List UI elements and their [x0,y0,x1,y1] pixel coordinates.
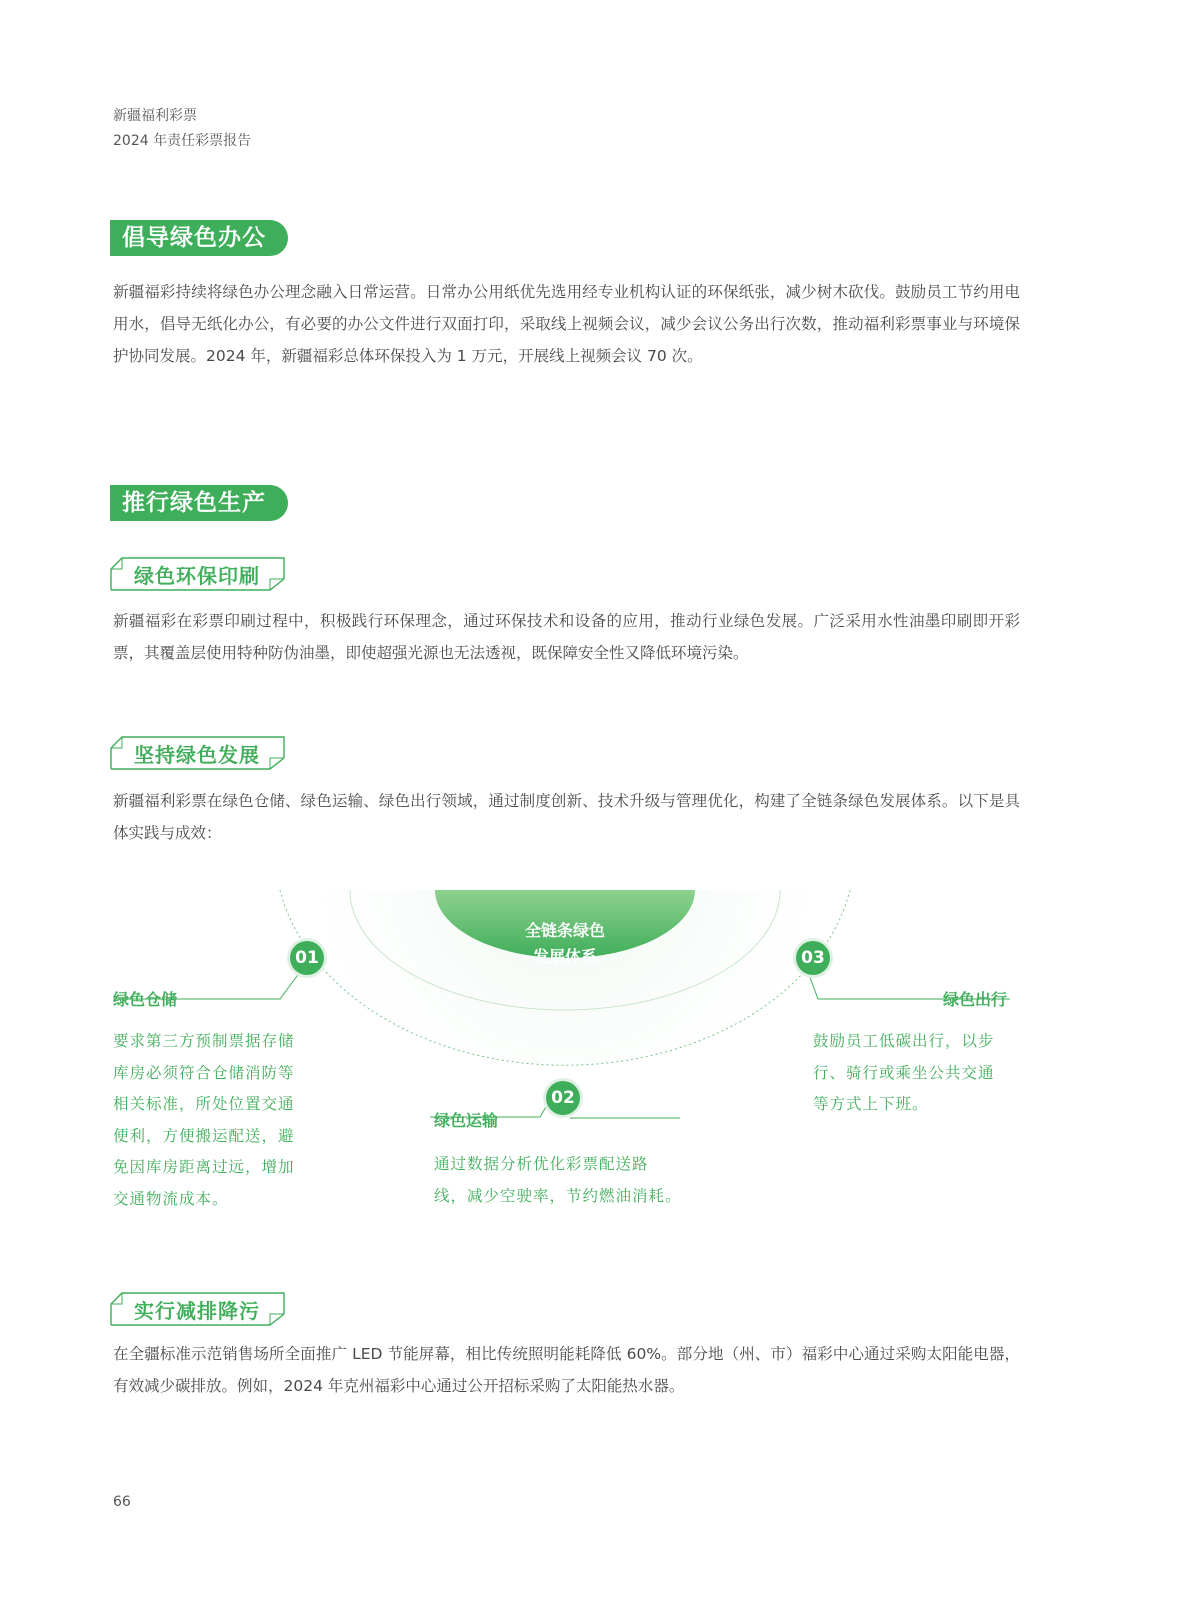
item-text-green-storage [113,1026,295,1215]
org-name: 新疆福利彩票 [113,108,197,124]
item-title-green-transport: 绿色运输 [434,1111,499,1130]
subsection-title-green-printing [110,557,285,591]
green-printing-paragraph: 新疆福彩在彩票印刷过程中，积极践行环保理念，通过环保技术和设备的应用，推动行业绿色发展。广泛采用水性油墨印刷即开彩票，其覆盖层使用特种防伪油墨，即使超强光源也无法透视，既保障安全性又降低环境污染。 [113,612,1020,662]
section-title-green-production: 推行绿色生产 [110,485,288,521]
text-line: 鼓励员工低碳出行，以步 [813,1032,995,1050]
report-title: 2024 年责任彩票报告 [113,133,252,149]
subsection-title-green-development [110,736,285,770]
text-line: 线，减少空驶率，节约燃油消耗。 [434,1186,682,1205]
text-line: 相关标准，所处位置交通 [113,1095,295,1113]
report-header [113,104,251,154]
text-line: 行、骑行或乘坐公共交通 [813,1063,995,1082]
item-title-green-storage: 绿色仓储 [113,990,178,1009]
diagram-center-label [480,918,650,970]
text-line: 免因库房距离过远，增加 [113,1158,295,1176]
text-line: 通过数据分析优化彩票配送路 [434,1155,649,1173]
text-line: 便利，方便搬运配送，避 [113,1126,295,1145]
text-line: 库房必须符合仓储消防等 [113,1063,295,1082]
subsection-label: 坚持绿色发展 [134,743,260,767]
page-number: 66 [113,1494,131,1510]
badge-03: 03 [796,941,830,975]
text-line: 等方式上下班。 [813,1095,929,1113]
center-label-line1: 全链条绿色 [524,921,605,940]
item-text-green-travel [813,1026,995,1121]
section-title-green-office: 倡导绿色办公 [110,220,288,256]
text-line: 要求第三方预制票据存储 [113,1032,295,1050]
item-title-green-travel: 绿色出行 [943,990,1008,1009]
badge-01: 01 [290,941,324,975]
text-line: 交通物流成本。 [113,1189,229,1208]
subsection-title-emission-reduction [110,1292,285,1326]
center-label-line2: 发展体系 [532,947,597,966]
green-office-paragraph: 新疆福彩持续将绿色办公理念融入日常运营。日常办公用纸优先选用经专业机构认证的环保纸张，减少树木砍伐。鼓励员工节约用电用水，倡导无纸化办公，有必要的办公文件进行双面打印，采取线上视频会议，减少会议公务出行次数，推动福利彩票事业与环境保护协同发展。2024 年，新疆福彩总体环保投入为 1 万元，开展线上视频会议 70 次。 [113,283,1020,365]
green-development-paragraph: 新疆福利彩票在绿色仓储、绿色运输、绿色出行领域，通过制度创新、技术升级与管理优化，构建了全链条绿色发展体系。以下是具体实践与成效： [113,792,1020,842]
badge-02: 02 [546,1081,580,1115]
emission-reduction-paragraph: 在全疆标准示范销售场所全面推广 LED 节能屏幕，相比传统照明能耗降低 60%。部分地（州、市）福彩中心通过采购太阳能电器，有效减少碳排放。例如，2024 年克州福彩中心通过公开招标采购了太阳能热水器。 [113,1345,1020,1395]
subsection-label: 实行减排降污 [134,1299,260,1323]
subsection-label: 绿色环保印刷 [134,564,260,588]
item-text-green-transport [434,1149,682,1212]
